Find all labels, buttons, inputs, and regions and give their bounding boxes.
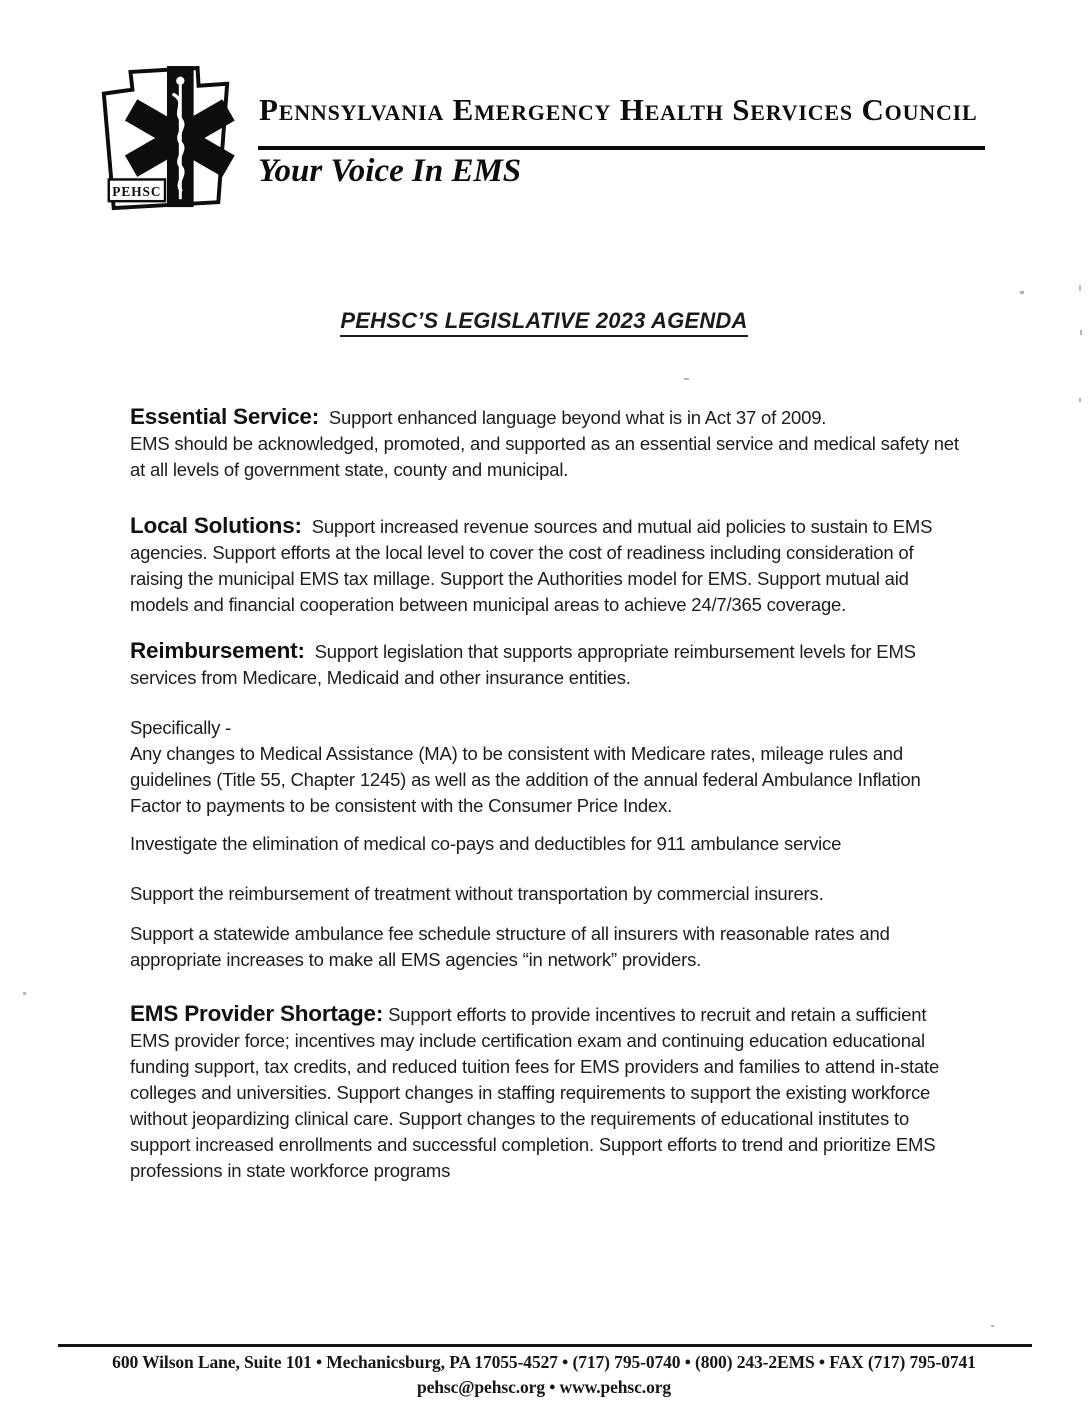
scan-speckle bbox=[23, 992, 26, 995]
section-essential-service bbox=[130, 404, 966, 483]
section-local-solutions bbox=[130, 513, 966, 618]
star-of-life-keystone-icon bbox=[92, 60, 240, 220]
section-heading-provider-shortage: EMS Provider Shortage: bbox=[130, 1001, 384, 1026]
section-heading-essential-service: Essential Service: bbox=[130, 404, 320, 429]
letterhead-divider bbox=[258, 146, 985, 150]
pehsc-logo bbox=[92, 60, 240, 220]
paragraph-treatment-without-transport: Support the reimbursement of treatment without transportation by commercial insurers. bbox=[130, 883, 824, 904]
section-body-reimbursement: Support legislation that supports appropriate reimbursement levels for EMS services from Medicare, Medicaid and other insurance entities. bbox=[130, 641, 916, 688]
specifically-body: Any changes to Medical Assistance (MA) to be consistent with Medicare rates, mileage rules and guidelines (Title 55, Chapter 1245) as well as the addition of the annual federal Ambulance Inflation Factor to payments to be consistent with the Consumer Price Index. bbox=[130, 743, 921, 816]
scan-speckle bbox=[1079, 398, 1081, 402]
scan-speckle bbox=[1020, 291, 1024, 294]
tagline: Your Voice In EMS bbox=[258, 153, 522, 189]
section-body-essential-service: EMS should be acknowledged, promoted, and supported as an essential service and medical safety net at all levels of government state, county and municipal. bbox=[130, 433, 959, 480]
scan-speckle bbox=[1079, 285, 1081, 291]
section-reimbursement bbox=[130, 638, 966, 691]
section-lead-essential-service: Support enhanced language beyond what is in Act 37 of 2009. bbox=[328, 407, 827, 428]
section-body-local-solutions: Support increased revenue sources and mutual aid policies to sustain to EMS agencies. Support efforts at the local level to cover the cost of readiness including consideration of raising the municipal EMS tax millage. Support the Authorities model for EMS. Support mutual aid models and financial cooperation between municipal areas to achieve 24/7/365 coverage. bbox=[130, 516, 933, 615]
document-title-wrap bbox=[0, 308, 1088, 337]
organization-name: Pennsylvania Emergency Health Services Council bbox=[259, 92, 978, 127]
logo-text: PEHSC bbox=[112, 184, 162, 200]
section-body-provider-shortage: Support efforts to provide incentives to recruit and retain a sufficient EMS provider force; incentives may include certification exam and continuing education educational funding support, tax credits, and reduced tuition fees for EMS providers and families to attend in-state colleges and universities. Support changes in staffing requirements to support the existing workforce without jeopardizing clinical care. Support changes to the requirements of educational institutes to support increased enrollments and successful completion. Support efforts to trend and prioritize EMS professions in state workforce programs bbox=[130, 1004, 940, 1181]
section-heading-local-solutions: Local Solutions: bbox=[130, 513, 302, 538]
document-body bbox=[130, 404, 966, 1184]
section-specifically bbox=[130, 715, 966, 819]
document-title: PEHSC’S LEGISLATIVE 2023 AGENDA bbox=[340, 308, 747, 337]
scan-speckle bbox=[684, 378, 689, 380]
section-heading-reimbursement: Reimbursement: bbox=[130, 638, 305, 663]
paragraph-investigate-copays: Investigate the elimination of medical co-pays and deductibles for 911 ambulance service bbox=[130, 833, 842, 854]
scan-speckle bbox=[991, 1325, 994, 1327]
footer-email-web: pehsc@pehsc.org • www.pehsc.org bbox=[416, 1377, 672, 1397]
scan-speckle bbox=[1080, 330, 1082, 335]
footer-divider bbox=[58, 1344, 1032, 1347]
paragraph-fee-schedule: Support a statewide ambulance fee schedule structure of all insurers with reasonable rates and appropriate increases to make all EMS agencies “in network” providers. bbox=[130, 923, 890, 970]
footer-address-phone: 600 Wilson Lane, Suite 101 • Mechanicsburg, PA 17055-4527 • (717) 795-0740 • (800) 243-2EMS • FAX (717) 795-0741 bbox=[112, 1352, 976, 1372]
section-provider-shortage bbox=[130, 1001, 966, 1184]
specifically-label: Specifically - bbox=[130, 717, 232, 738]
